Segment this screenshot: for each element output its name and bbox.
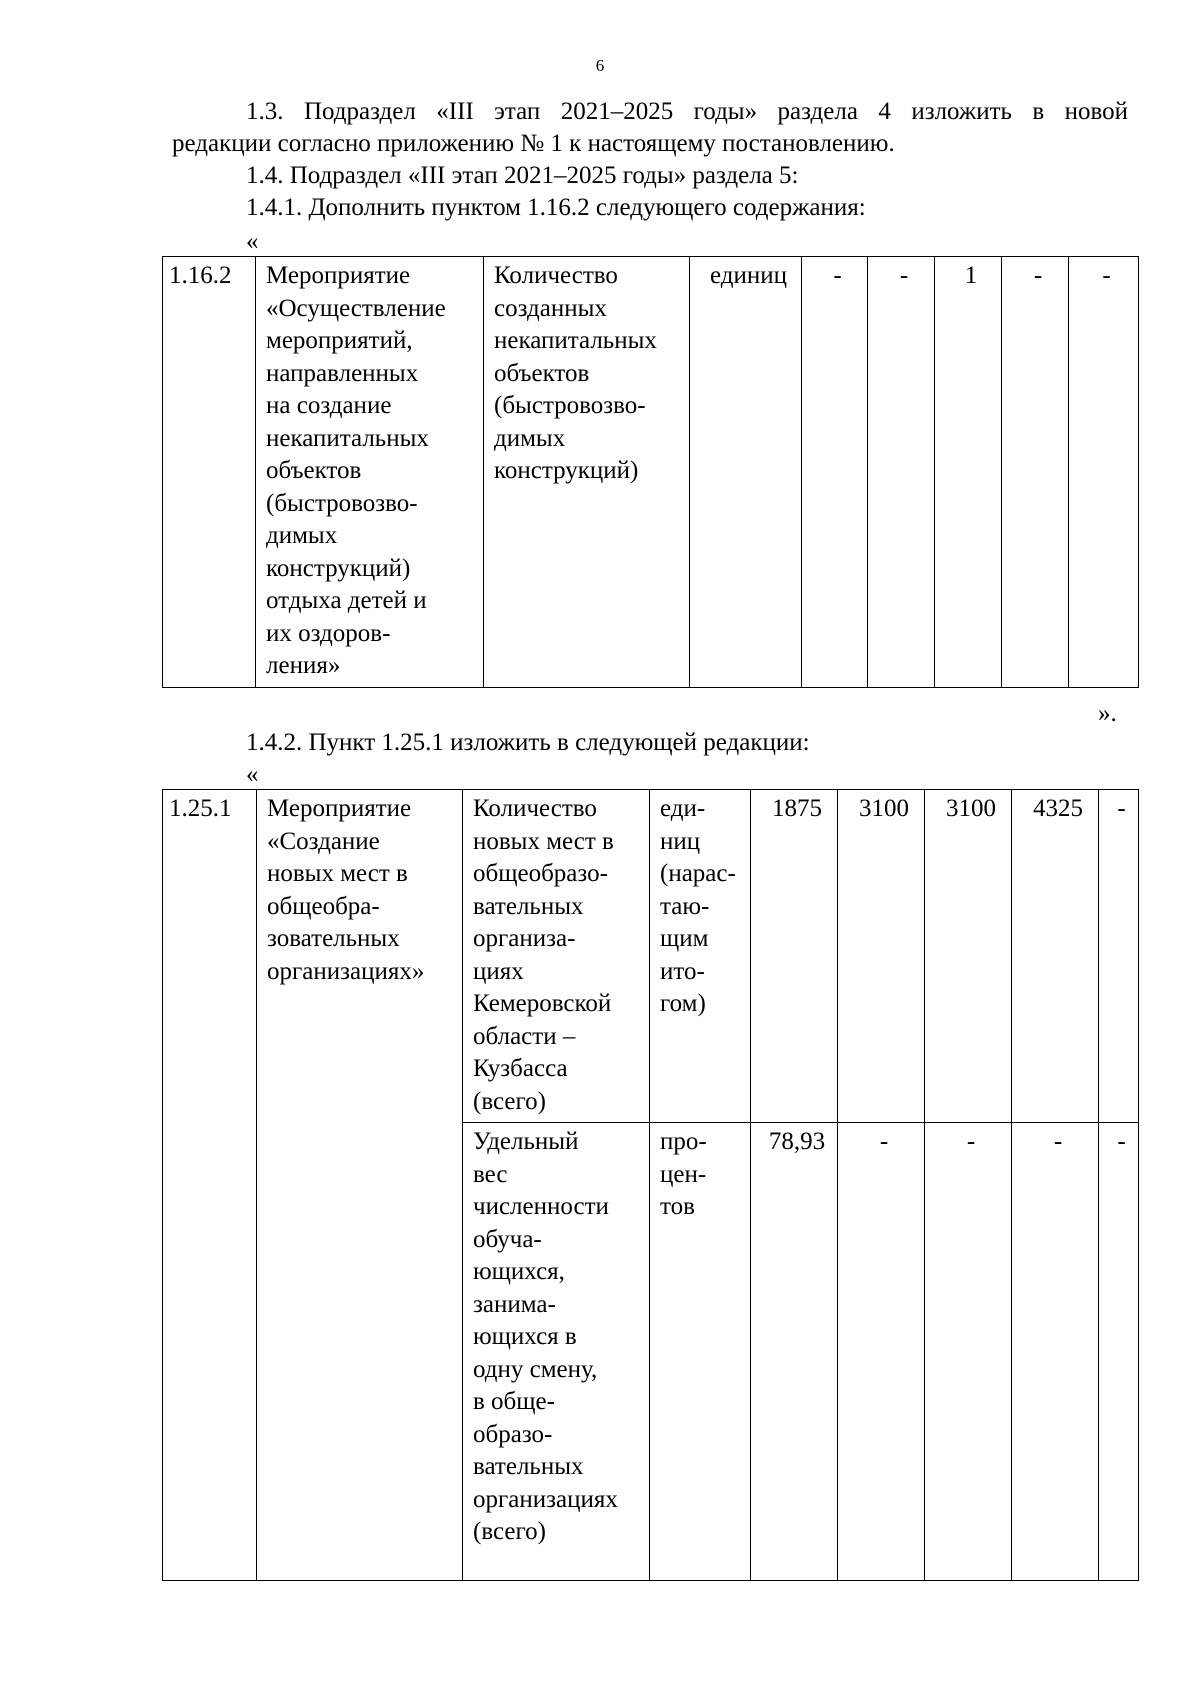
unit-line: таю-	[660, 892, 710, 920]
event-line: (быстровозво-	[266, 489, 418, 517]
table-item-1-16-2	[162, 256, 1139, 688]
paragraph-1-4: 1.4. Подраздел «III этап 2021–2025 годы» раздела 5:	[246, 162, 799, 189]
unit-cell	[690, 257, 802, 688]
indicator-line: (всего)	[473, 1087, 546, 1115]
indicator-line: занима-	[473, 1290, 556, 1318]
event-line: ления»	[266, 652, 341, 679]
indicator-cell	[484, 257, 690, 688]
item-number: 1.25.1	[169, 795, 232, 822]
value-2023: 1	[964, 262, 978, 289]
indicator-line: циях	[473, 957, 524, 985]
event-line: «Осуществление	[266, 294, 446, 322]
indicator-line: (быстровозво-	[494, 392, 646, 419]
event-line: на создание	[266, 392, 392, 419]
event-line: конструкций)	[266, 554, 411, 582]
table-item-1-25-1	[162, 789, 1139, 1581]
unit-text	[660, 1126, 746, 1224]
indicator-line: вательных	[473, 1453, 584, 1480]
indicator-line: вес	[473, 1160, 508, 1188]
value-2024: 4325	[1033, 795, 1083, 822]
indicator-text	[473, 1126, 645, 1549]
event-line: Мероприятие	[267, 795, 412, 822]
indicator-line: объектов	[494, 359, 590, 387]
value-2021: 1875	[772, 795, 822, 822]
page-number: 6	[595, 56, 605, 75]
indicator-line: общеобразо-	[473, 860, 608, 887]
indicator-line: созданных	[494, 294, 607, 322]
paragraph-1-3-line-2: редакции согласно приложению № 1 к настоящему постановлению.	[172, 130, 895, 157]
indicator-line: новых мест в	[473, 827, 614, 855]
indicator-line: обуча-	[473, 1225, 542, 1253]
indicator-line: Кузбасса	[473, 1055, 568, 1082]
value-2025: -	[1102, 262, 1111, 289]
item-number-cell	[163, 257, 256, 688]
value-cell	[1012, 790, 1099, 1123]
event-line: новых мест в	[267, 860, 408, 887]
value-2024: -	[1033, 262, 1043, 289]
item-number-cell	[163, 790, 257, 1581]
open-quote-1: «	[246, 228, 259, 255]
event-line: Мероприятие	[266, 262, 411, 289]
unit-line: еди-	[660, 795, 706, 822]
value-cell	[838, 790, 925, 1123]
value-2022: -	[879, 1128, 889, 1155]
unit-line: тов	[660, 1193, 695, 1220]
value-cell	[838, 1123, 925, 1581]
item-number: 1.16.2	[169, 262, 232, 289]
event-line: их оздоров-	[266, 619, 391, 647]
event-line: объектов	[266, 457, 362, 484]
indicator-line: образо-	[473, 1420, 553, 1448]
table-row	[163, 790, 1139, 1123]
value-2022: 3100	[859, 795, 909, 822]
value-cell	[802, 257, 868, 688]
open-quote-2: «	[246, 761, 259, 788]
paragraph-1-4-2: 1.4.2. Пункт 1.25.1 изложить в следующей редакции:	[246, 729, 810, 756]
table-row	[163, 257, 1139, 688]
indicator-line: ющихся в	[473, 1323, 577, 1350]
indicator-cell	[463, 1123, 650, 1581]
value-cell	[925, 790, 1012, 1123]
value-cell	[1099, 790, 1139, 1123]
indicator-line: области –	[473, 1022, 576, 1050]
indicator-line: конструкций)	[494, 457, 639, 484]
indicator-line: численности	[473, 1193, 609, 1220]
event-line: димых	[266, 522, 338, 549]
unit-line: цен-	[660, 1160, 707, 1188]
unit-text: единиц	[709, 262, 787, 289]
unit-line: (нарас-	[660, 860, 736, 887]
event-line: отдыха детей и	[266, 587, 427, 614]
value-2023: 3100	[946, 795, 996, 822]
event-line: направленных	[266, 359, 419, 387]
indicator-line: организациях	[473, 1485, 618, 1513]
value-2021: -	[833, 262, 842, 289]
unit-line: про-	[660, 1128, 707, 1155]
event-cell	[256, 257, 484, 688]
indicator-line: Количество	[494, 262, 618, 289]
event-cell	[257, 790, 463, 1581]
event-line: мероприятий,	[266, 327, 413, 354]
event-line: организациях»	[267, 957, 425, 985]
unit-line: ниц	[660, 827, 701, 855]
indicator-line: (всего)	[473, 1518, 546, 1545]
value-cell	[751, 1123, 838, 1581]
value-2021: 78,93	[768, 1128, 826, 1155]
indicator-line: Количество	[473, 795, 597, 822]
indicator-text	[494, 260, 685, 488]
indicator-line: Удельный	[473, 1128, 579, 1155]
indicator-text	[473, 793, 645, 1118]
indicator-line: одну смену,	[473, 1355, 598, 1383]
event-line: зовательных	[267, 925, 400, 952]
value-cell	[925, 1123, 1012, 1581]
value-cell	[868, 257, 935, 688]
value-cell	[1002, 257, 1069, 688]
indicator-line: ющихся,	[473, 1258, 565, 1285]
unit-line: гом)	[660, 990, 706, 1017]
unit-line: щим	[660, 925, 709, 952]
value-cell	[751, 790, 838, 1123]
value-cell	[1069, 257, 1139, 688]
indicator-line: некапитальных	[494, 327, 657, 354]
paragraph-1-4-1: 1.4.1. Дополнить пунктом 1.16.2 следующего содержания:	[246, 194, 866, 221]
event-line: некапитальных	[266, 424, 429, 452]
event-text	[267, 793, 458, 988]
event-line: «Создание	[267, 827, 380, 855]
unit-text	[660, 793, 746, 1021]
indicator-line: вательных	[473, 892, 584, 920]
value-cell	[1099, 1123, 1139, 1581]
indicator-cell	[463, 790, 650, 1123]
value-2025: -	[1117, 1128, 1126, 1155]
close-quote-1: ».	[1098, 700, 1117, 727]
unit-cell	[650, 790, 751, 1123]
paragraph-1-3-line-1: 1.3. Подраздел «III этап 2021–2025 годы» раздела 4 изложить в новой	[246, 98, 1128, 125]
indicator-line: в обще-	[473, 1388, 555, 1415]
value-2023: -	[966, 1128, 976, 1155]
value-2025: -	[1117, 795, 1126, 822]
unit-cell	[650, 1123, 751, 1581]
value-cell	[935, 257, 1002, 688]
value-2022: -	[899, 262, 909, 289]
indicator-line: организа-	[473, 925, 576, 952]
event-text	[266, 260, 479, 683]
value-cell	[1012, 1123, 1099, 1581]
indicator-line: Кемеровской	[473, 990, 612, 1017]
event-line: общеобра-	[267, 892, 380, 920]
value-2024: -	[1053, 1128, 1063, 1155]
indicator-line: димых	[494, 424, 566, 452]
unit-line: ито-	[660, 957, 705, 985]
